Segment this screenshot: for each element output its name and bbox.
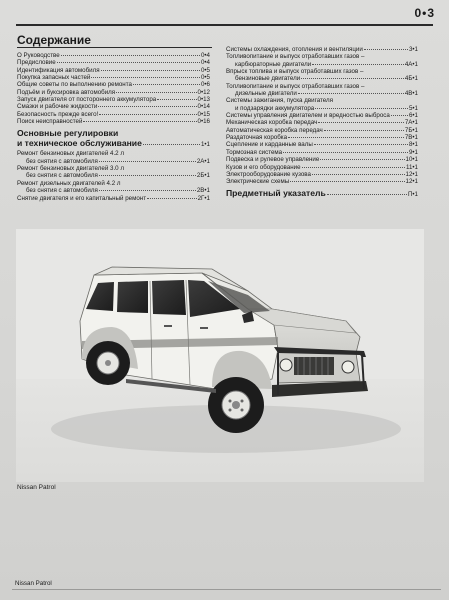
- toc-entry-page: 7В•1: [404, 134, 418, 142]
- toc-entry-page: 0•6: [200, 81, 210, 89]
- toc-entry-title: Механическая коробка передач: [226, 119, 318, 127]
- toc-leader-dots: [327, 194, 407, 195]
- toc-entry-title: Смазки и рабочие жидкости: [17, 103, 98, 111]
- toc-entry-page: 0•5: [200, 74, 210, 82]
- toc-entry[interactable]: [17, 67, 210, 74]
- toc-entry[interactable]: [226, 127, 418, 134]
- toc-leader-dots: [283, 152, 408, 153]
- toc-right-list: [226, 46, 418, 186]
- toc-leader-dots: [99, 114, 196, 115]
- footer-text: Nissan Patrol: [15, 580, 52, 587]
- toc-section-heading-line1: Основные регулировки: [17, 128, 119, 139]
- toc-right-column: [226, 46, 418, 200]
- toc-entry-title: Сцепление и карданные валы: [226, 141, 313, 149]
- toc-entry-page: 0•16: [197, 118, 210, 126]
- toc-entry-title: Предисловие: [17, 59, 56, 67]
- toc-entry[interactable]: [226, 53, 418, 60]
- toc-entry-title: Электрооборудование кузова: [226, 170, 311, 178]
- toc-leader-dots: [301, 78, 404, 79]
- toc-entry[interactable]: [17, 180, 210, 187]
- footer-rule: [12, 589, 441, 590]
- toc-entry-page: 0•14: [197, 103, 210, 111]
- toc-entry[interactable]: [17, 89, 210, 96]
- toc-index-heading: Предметный указатель: [226, 187, 326, 198]
- toc-leader-dots: [324, 130, 404, 131]
- toc-entry-title: бензиновые двигатели: [235, 75, 301, 83]
- toc-entry-page: 2Б•1: [196, 172, 210, 180]
- toc-entry-page: 0•4: [200, 59, 210, 67]
- toc-entry-page: 0•15: [197, 110, 210, 118]
- toc-entry[interactable]: [226, 83, 418, 90]
- toc-entry[interactable]: [226, 105, 418, 112]
- toc-entry-title: Электрические схемы: [226, 178, 290, 186]
- toc-entry[interactable]: [226, 46, 418, 53]
- toc-entry-title: О Руководстве: [17, 52, 60, 59]
- toc-entry-title: Подъём и буксировка автомобиля: [17, 88, 116, 96]
- toc-entry-page: 2А•1: [196, 157, 210, 165]
- toc-entry[interactable]: [17, 118, 210, 125]
- toc-entry-page: 12•1: [405, 178, 418, 186]
- toc-leader-dots: [312, 174, 405, 175]
- toc-entry-title: Системы охлаждения, отопления и вентиляции: [226, 46, 363, 53]
- toc-entry-title: Ремонт бензиновых двигателей 3.0 л: [17, 165, 124, 173]
- toc-entry[interactable]: [226, 164, 418, 171]
- toc-entry-title: без снятия с автомобиля: [26, 187, 98, 195]
- toc-title-rule: [17, 47, 212, 48]
- toc-entry-page: 7А•1: [404, 119, 418, 127]
- toc-entry-title: без снятия с автомобиля: [26, 172, 98, 180]
- toc-entry-page: 0•5: [200, 66, 210, 74]
- toc-entry[interactable]: [226, 68, 418, 75]
- toc-entry[interactable]: [226, 61, 418, 68]
- toc-entry-title: Покупка запасных частей: [17, 74, 91, 82]
- toc-entry-title: карбюраторные двигатели: [235, 60, 312, 68]
- toc-index-page: П•1: [407, 190, 418, 198]
- toc-leader-dots: [320, 159, 404, 160]
- toc-leader-dots: [99, 161, 196, 162]
- toc-entry[interactable]: [17, 103, 210, 110]
- toc-leader-dots: [288, 137, 404, 138]
- toc-section-heading-row[interactable]: [17, 138, 210, 150]
- toc-entry-title: Идентификация автомобиля: [17, 66, 100, 74]
- toc-entry[interactable]: [17, 195, 210, 202]
- toc-entry-title: Безопасность прежде всего!: [17, 110, 99, 118]
- photo-caption: Nissan Patrol: [17, 484, 56, 491]
- toc-entry-page: 12•1: [405, 170, 418, 178]
- toc-entry-title: Снятие двигателя и его капитальный ремонт: [17, 194, 147, 202]
- toc-entry-title: Подвеска и рулевое управление: [226, 156, 320, 164]
- toc-entry[interactable]: [226, 156, 418, 163]
- toc-section-heading-page: 1•1: [200, 141, 210, 149]
- toc-entry[interactable]: [226, 112, 418, 119]
- toc-entry-page: 0•12: [197, 88, 210, 96]
- toc-leader-dots: [99, 175, 196, 176]
- vehicle-photo: [16, 229, 424, 482]
- toc-section-heading-line2: и техническое обслуживание: [17, 138, 142, 149]
- toc-entry[interactable]: [17, 158, 210, 165]
- toc-entry-title: Раздаточная коробка: [226, 134, 288, 142]
- toc-leader-dots: [116, 92, 196, 93]
- toc-leader-dots: [302, 167, 405, 168]
- toc-entry[interactable]: [226, 90, 418, 97]
- toc-entry[interactable]: [226, 149, 418, 156]
- toc-entry-title: Топливопитание и выпуск отработавших газов –: [226, 53, 365, 61]
- toc-entry[interactable]: [17, 96, 210, 103]
- toc-repair-list: [17, 150, 210, 201]
- toc-entry-page: 4В•1: [404, 90, 418, 98]
- toc-entry[interactable]: [17, 52, 210, 59]
- header-rule: [16, 24, 433, 26]
- toc-leader-dots: [57, 62, 200, 63]
- toc-leader-dots: [391, 115, 408, 116]
- toc-entry-page: 7Б•1: [404, 126, 418, 134]
- toc-leader-dots: [298, 93, 404, 94]
- toc-entry-page: 11•1: [405, 163, 418, 171]
- toc-entry-page: 3•1: [408, 46, 418, 53]
- toc-entry-title: дизельные двигатели: [235, 90, 297, 98]
- toc-entry-page: 9•1: [408, 148, 418, 156]
- toc-entry-page: 0•4: [200, 52, 210, 59]
- toc-entry-title: Общие советы по выполнению ремонта: [17, 81, 132, 89]
- toc-entry-page: 2В•1: [196, 187, 210, 195]
- toc-leader-dots: [133, 84, 200, 85]
- toc-leader-dots: [98, 106, 196, 107]
- toc-entry[interactable]: [17, 81, 210, 88]
- toc-entry-title: Ремонт бензиновых двигателей 4.2 л: [17, 150, 124, 158]
- toc-entry[interactable]: [226, 171, 418, 178]
- toc-index-row[interactable]: [226, 188, 418, 200]
- toc-leader-dots: [318, 122, 404, 123]
- toc-entry-page: 6•1: [408, 112, 418, 120]
- toc-entry[interactable]: [17, 172, 210, 179]
- toc-leader-dots: [61, 55, 200, 56]
- toc-entry[interactable]: [17, 187, 210, 194]
- toc-leader-dots: [364, 49, 408, 50]
- toc-entry-title: Системы управления двигателем и вредностью выброса: [226, 112, 390, 120]
- toc-leader-dots: [99, 190, 196, 191]
- toc-entry-page: 2Г•1: [197, 194, 210, 202]
- toc-section-heading: [17, 129, 210, 138]
- toc-entry-page: 8•1: [408, 141, 418, 149]
- toc-entry-title: Впрыск топлива и выпуск отработавших газов –: [226, 68, 364, 76]
- toc-entry-page: 5•1: [408, 104, 418, 112]
- toc-entry[interactable]: [17, 111, 210, 118]
- toc-entry-title: Кузов и его оборудование: [226, 163, 301, 171]
- toc-entry[interactable]: [17, 165, 210, 172]
- toc-intro-list: [17, 52, 210, 125]
- toc-leader-dots: [290, 181, 404, 182]
- toc-entry[interactable]: [17, 59, 210, 66]
- toc-entry-page: 4Б•1: [404, 75, 418, 83]
- toc-leader-dots: [143, 144, 200, 145]
- toc-entry[interactable]: [226, 97, 418, 104]
- page-number: 0•3: [414, 6, 435, 20]
- toc-leader-dots: [147, 198, 197, 199]
- nissan-patrol-illustration: [16, 229, 424, 482]
- toc-leader-dots: [91, 77, 200, 78]
- toc-entry[interactable]: [226, 75, 418, 82]
- toc-entry[interactable]: [17, 74, 210, 81]
- toc-leader-dots: [312, 64, 404, 65]
- toc-entry[interactable]: [17, 150, 210, 157]
- toc-entry[interactable]: [226, 119, 418, 126]
- toc-entry-title: и подзарядки аккумулятора: [235, 104, 315, 112]
- toc-entry[interactable]: [226, 134, 418, 141]
- toc-leader-dots: [315, 108, 408, 109]
- toc-entry[interactable]: [226, 141, 418, 148]
- toc-entry-title: Поиск неисправностей: [17, 118, 83, 126]
- toc-entry-page: 0•13: [197, 96, 210, 104]
- toc-leader-dots: [157, 99, 196, 100]
- toc-entry-title: Тормозная система: [226, 148, 283, 156]
- toc-entry-title: Автоматическая коробка передач: [226, 126, 323, 134]
- toc-left-column: [17, 52, 210, 202]
- toc-entry-title: Системы зажигания, пуска двигателя: [226, 97, 333, 105]
- toc-title: Содержание: [17, 33, 91, 47]
- toc-entry[interactable]: [226, 178, 418, 185]
- toc-entry-title: без снятия с автомобиля: [26, 157, 98, 165]
- toc-entry-title: Топливопитание и выпуск отработавших газов –: [226, 82, 365, 90]
- toc-leader-dots: [83, 121, 196, 122]
- toc-leader-dots: [101, 70, 200, 71]
- toc-entry-title: Ремонт дизельных двигателей 4.2 л: [17, 179, 121, 187]
- toc-leader-dots: [314, 144, 408, 145]
- toc-entry-page: 10•1: [405, 156, 418, 164]
- toc-entry-title: Запуск двигателя от постороннего аккумулятора: [17, 96, 157, 104]
- toc-entry-page: 4А•1: [404, 60, 418, 68]
